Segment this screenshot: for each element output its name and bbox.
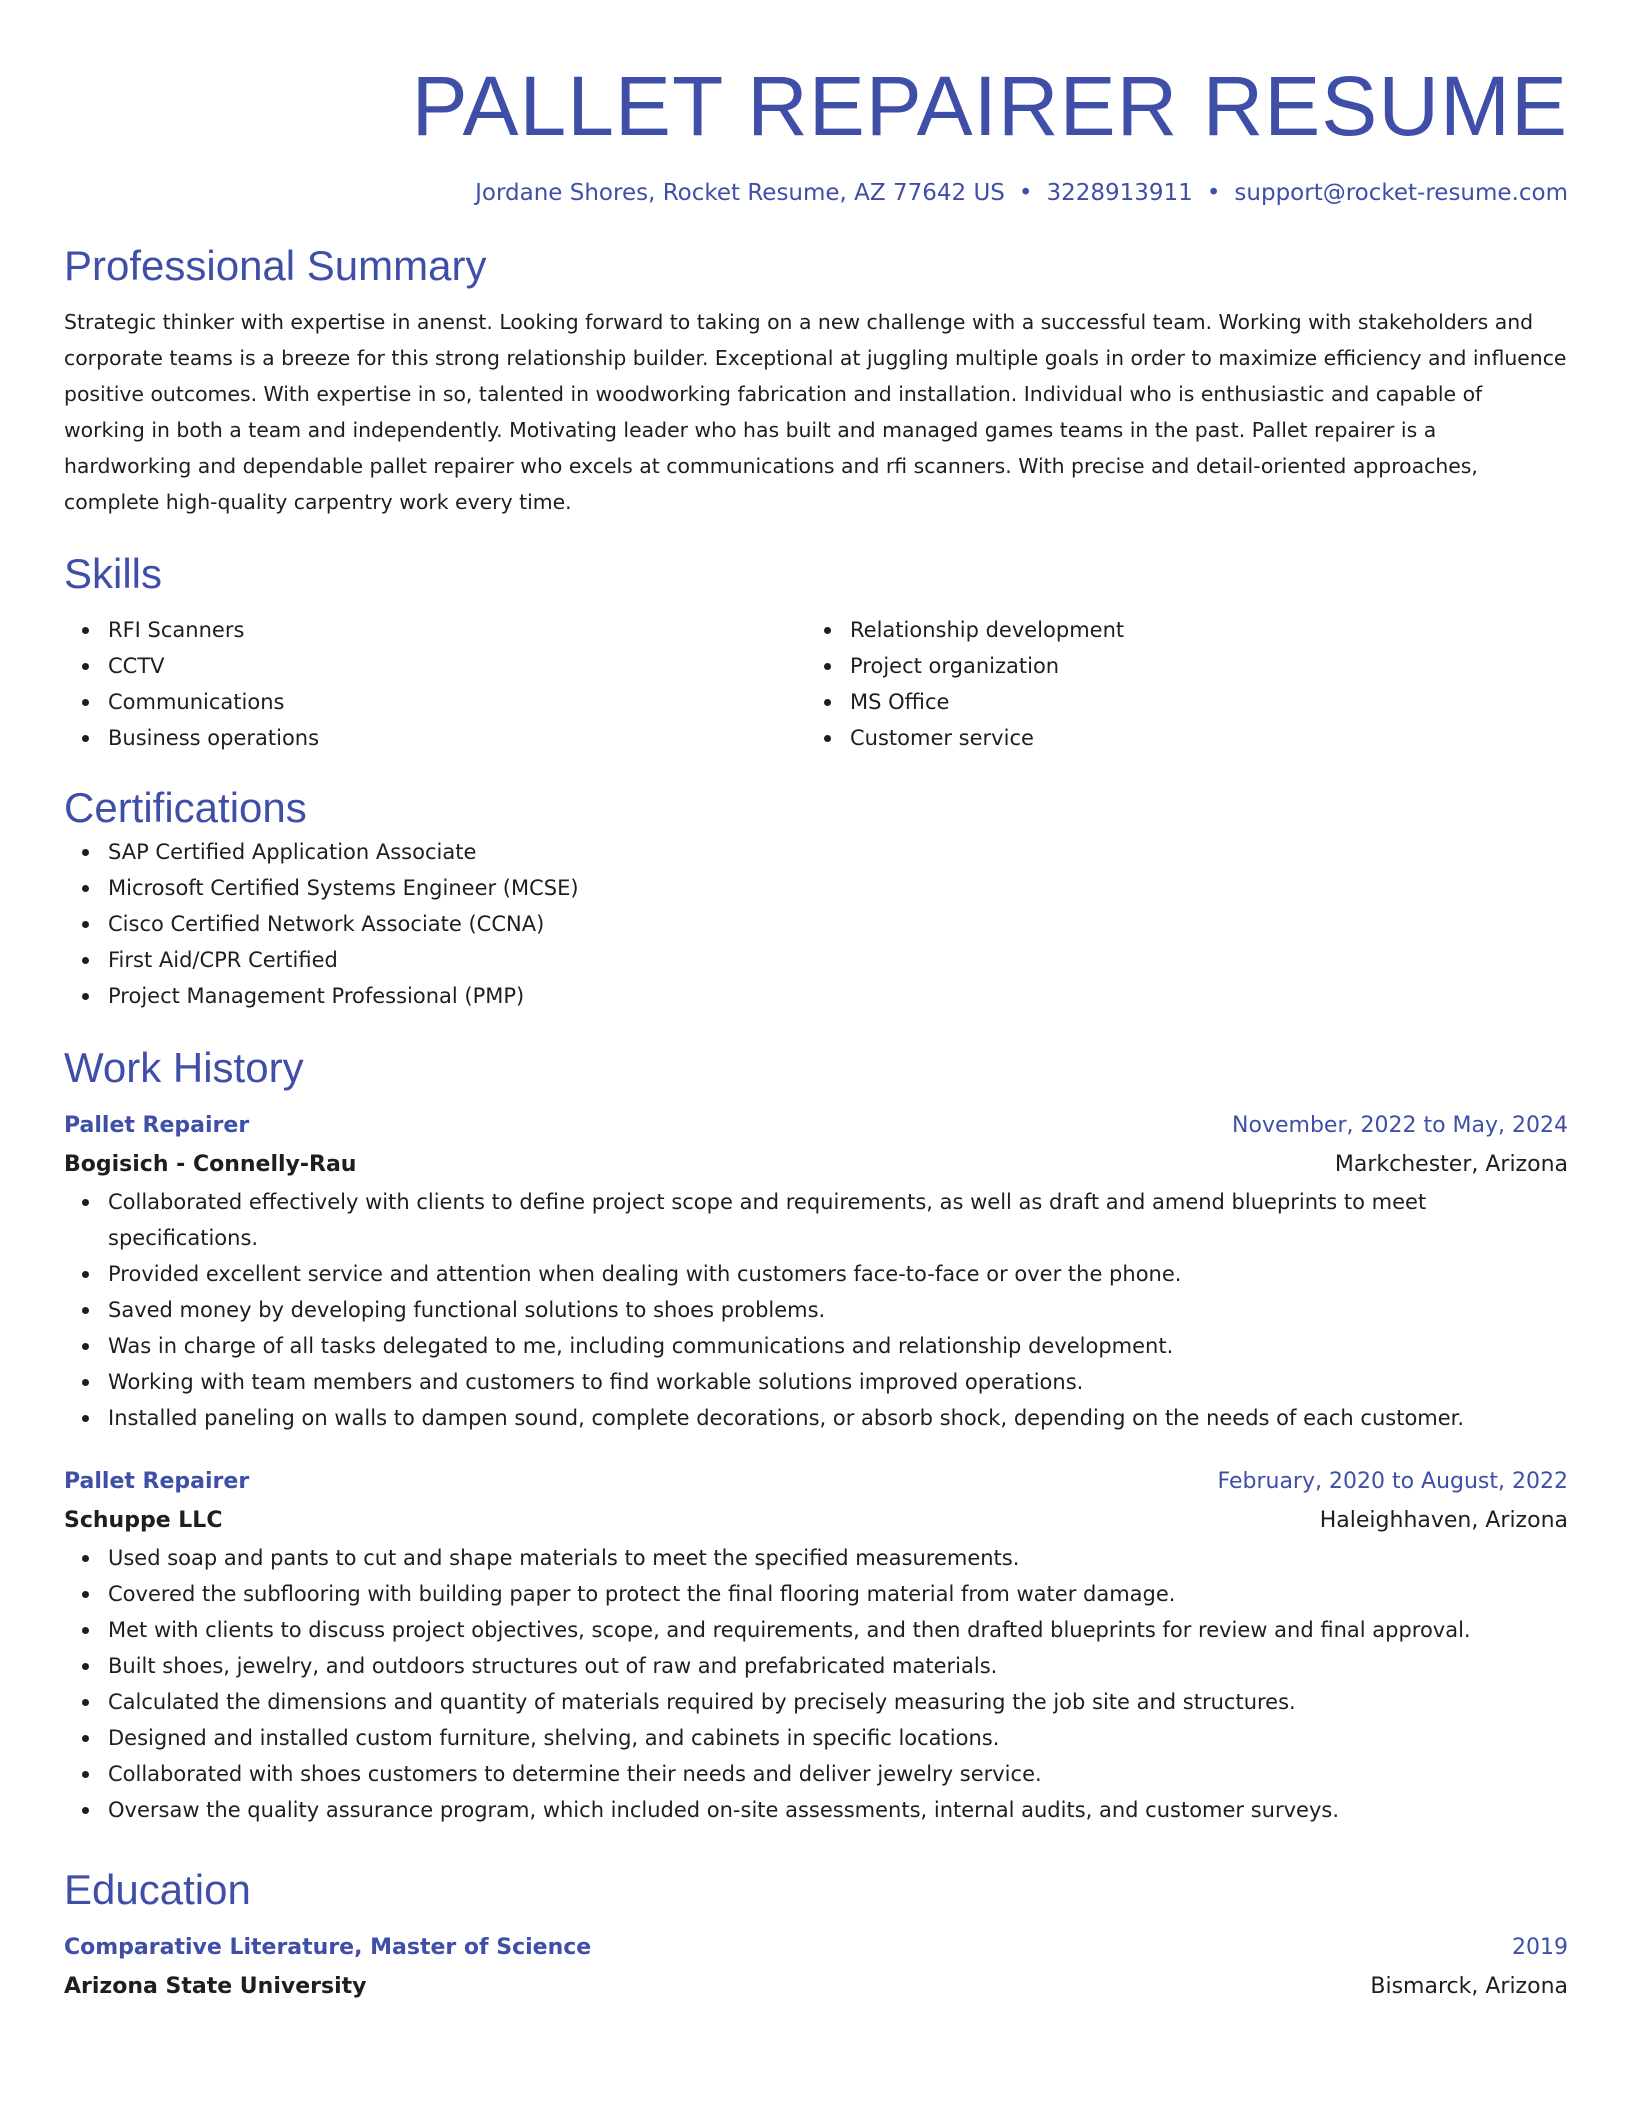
- skill-item: Business operations: [108, 720, 806, 756]
- summary-heading: Professional Summary: [64, 242, 487, 289]
- skills-heading: Skills: [64, 550, 163, 597]
- contact-separator: •: [1018, 180, 1033, 206]
- job-entry: [64, 1106, 1568, 1436]
- job-duty: Provided excellent service and attention when dealing with customers face-to-face or over the phone.: [108, 1256, 1568, 1292]
- education-section: [64, 1864, 1568, 2006]
- work-history-heading: Work History: [64, 1044, 304, 1091]
- job-duty: Was in charge of all tasks delegated to me, including communications and relationship development.: [108, 1328, 1568, 1364]
- skills-list-right: [806, 612, 1548, 756]
- job-company-row: [64, 1146, 1568, 1184]
- summary-text: Strategic thinker with expertise in anenst. Looking forward to taking on a new challenge with a successful team. Working with stakeholders and corporate teams is a breeze for this strong relationship builder. Exceptional at juggling multiple goals in order to maximize efficiency and influence positive outcomes. With expertise in so, talented in woodworking fabrication and installation. Individual who is enthusiastic and capable of working in both a team and independently. Motivating leader who has built and managed games teams in the past. Pallet repairer is a hardworking and dependable pallet repairer who excels at communications and rfi scanners. With precise and detail-oriented approaches, complete high-quality carpentry work every time.: [64, 310, 1567, 514]
- certification-item: SAP Certified Application Associate: [108, 834, 1568, 870]
- contact-address: Jordane Shores, Rocket Resume, AZ 77642 US: [475, 180, 1005, 206]
- job-duty: Saved money by developing functional solutions to shoes problems.: [108, 1292, 1568, 1328]
- education-header-row: [64, 1928, 1568, 1968]
- job-duty: Built shoes, jewelry, and outdoors structures out of raw and prefabricated materials.: [108, 1648, 1568, 1684]
- job-header-row: [64, 1106, 1568, 1146]
- job-duties-list: [64, 1184, 1568, 1436]
- certification-item: Project Management Professional (PMP): [108, 978, 1568, 1014]
- certifications-section: [64, 782, 1568, 1014]
- job-location: Haleighhaven, Arizona: [1319, 1508, 1568, 1533]
- skill-item: Communications: [108, 684, 806, 720]
- job-duty: Met with clients to discuss project objectives, scope, and requirements, and then drafted blueprints for review and final approval.: [108, 1612, 1568, 1648]
- skill-item: MS Office: [850, 684, 1548, 720]
- education-location: Bismarck, Arizona: [1370, 1974, 1568, 1999]
- certification-item: Microsoft Certified Systems Engineer (MCSE): [108, 870, 1568, 906]
- skills-column-right: [806, 612, 1548, 756]
- job-duty: Designed and installed custom furniture, shelving, and cabinets in specific locations.: [108, 1720, 1568, 1756]
- job-company: Bogisich - Connelly-Rau: [64, 1152, 357, 1177]
- skills-grid: [64, 612, 1568, 756]
- job-entry: [64, 1462, 1568, 1828]
- summary-section: [64, 240, 1568, 520]
- skills-list-left: [64, 612, 806, 756]
- job-duties-list: [64, 1540, 1568, 1828]
- skill-item: Customer service: [850, 720, 1548, 756]
- education-school: Arizona State University: [64, 1974, 367, 1999]
- certification-item: First Aid/CPR Certified: [108, 942, 1568, 978]
- education-entry: [64, 1928, 1568, 2006]
- contact-email[interactable]: support@rocket-resume.com: [1234, 180, 1568, 206]
- skills-column-left: [64, 612, 806, 756]
- certifications-list: [64, 834, 1568, 1014]
- job-duty: Oversaw the quality assurance program, which included on-site assessments, internal audits, and customer surveys.: [108, 1792, 1568, 1828]
- job-company: Schuppe LLC: [64, 1508, 223, 1533]
- education-year: 2019: [1512, 1935, 1568, 1960]
- education-heading: Education: [64, 1866, 251, 1913]
- job-duty: Collaborated with shoes customers to determine their needs and deliver jewelry service.: [108, 1756, 1568, 1792]
- certification-item: Cisco Certified Network Associate (CCNA): [108, 906, 1568, 942]
- job-duty: Installed paneling on walls to dampen sound, complete decorations, or absorb shock, depending on the needs of each customer.: [108, 1400, 1568, 1436]
- job-duty: Used soap and pants to cut and shape materials to meet the specified measurements.: [108, 1540, 1568, 1576]
- job-duty: Collaborated effectively with clients to define project scope and requirements, as well as draft and amend blueprints to meet specifications.: [108, 1184, 1568, 1256]
- contact-phone: 3228913911: [1046, 180, 1193, 206]
- skill-item: CCTV: [108, 648, 806, 684]
- job-company-row: [64, 1502, 1568, 1540]
- job-header-row: [64, 1462, 1568, 1502]
- resume-title: PALLET REPAIRER RESUME: [411, 59, 1568, 153]
- job-dates: February, 2020 to August, 2022: [1217, 1469, 1568, 1494]
- job-location: Markchester, Arizona: [1334, 1152, 1568, 1177]
- job-duty: Working with team members and customers to find workable solutions improved operations.: [108, 1364, 1568, 1400]
- skill-item: RFI Scanners: [108, 612, 806, 648]
- job-title: Pallet Repairer: [64, 1469, 250, 1494]
- education-school-row: [64, 1968, 1568, 2006]
- work-history-section: [64, 1042, 1568, 1828]
- contact-line: [64, 180, 1568, 206]
- skills-section: [64, 548, 1568, 756]
- education-degree: Comparative Literature, Master of Science: [64, 1935, 592, 1960]
- job-duty: Calculated the dimensions and quantity of materials required by precisely measuring the job site and structures.: [108, 1684, 1568, 1720]
- skill-item: Relationship development: [850, 612, 1548, 648]
- job-title: Pallet Repairer: [64, 1113, 250, 1138]
- contact-separator: •: [1206, 180, 1221, 206]
- job-dates: November, 2022 to May, 2024: [1232, 1113, 1568, 1138]
- certifications-heading: Certifications: [64, 784, 307, 831]
- job-duty: Covered the subflooring with building paper to protect the final flooring material from water damage.: [108, 1576, 1568, 1612]
- skill-item: Project organization: [850, 648, 1548, 684]
